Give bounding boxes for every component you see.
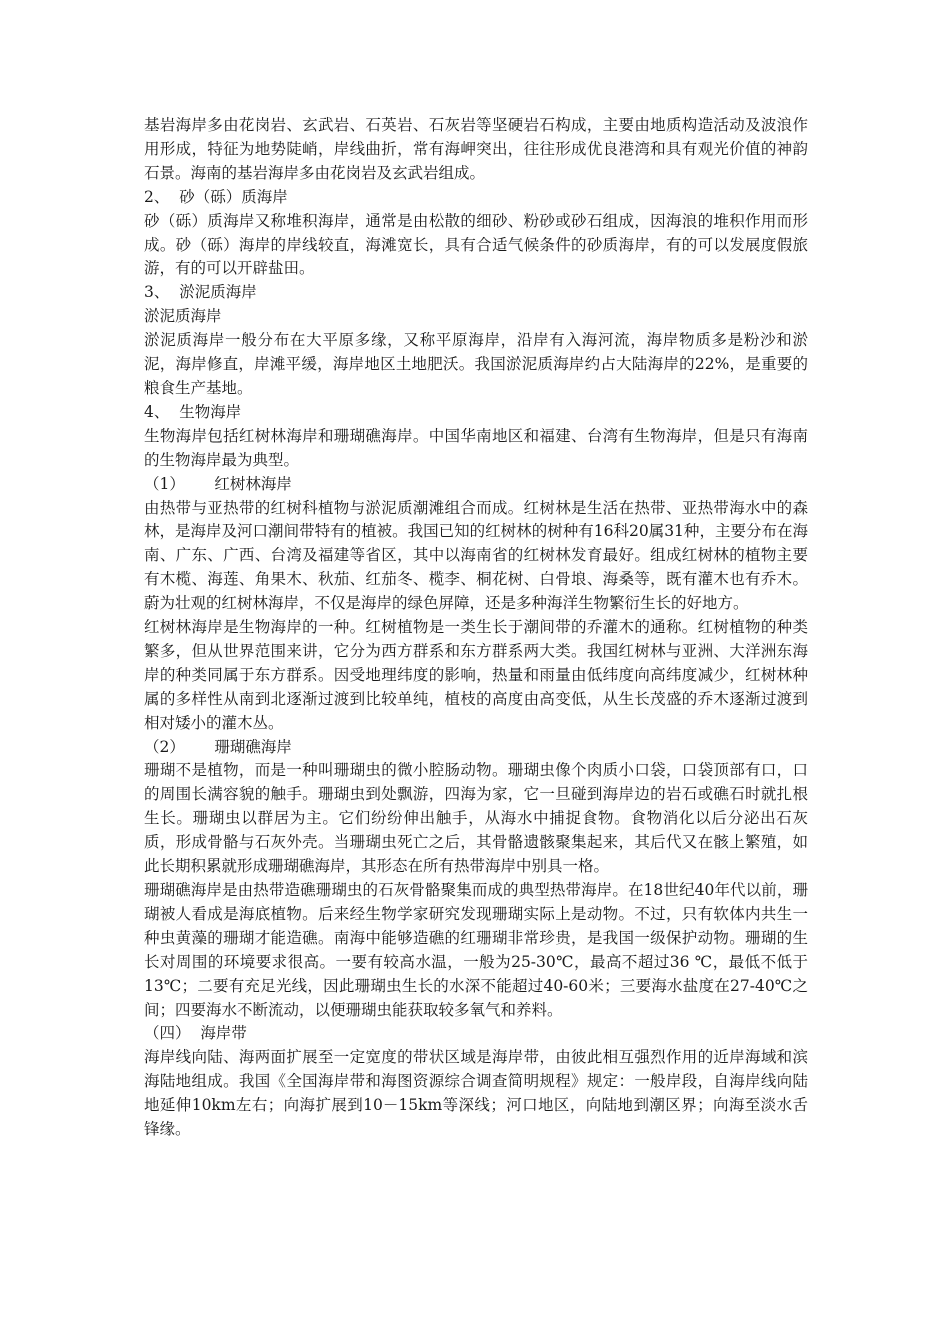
heading-coastal-zone: （四） 海岸带 xyxy=(144,1024,247,1043)
heading-coral-reef-coast: （2） 珊瑚礁海岸 xyxy=(144,737,292,756)
paragraph-sandy-coast: 砂（砾）质海岸又称堆积海岸，通常是由松散的细砂、粉砂或砂石组成，因海浪的堆积作用而形成。砂（砾）海岸的岸线较直，海滩宽长，具有合适气候条件的砂质海岸，有的可以发展度假旅游，有的可以开辟盐田。 xyxy=(144,211,808,278)
paragraph-muddy-coast: 淤泥质海岸一般分布在大平原多缘，又称平原海岸，沿岸有入海河流，海岸物质多是粉沙和淤泥，海岸修直，岸滩平缓，海岸地区土地肥沃。我国淤泥质海岸约占大陆海岸的22%，是重要的粮食生产基地。 xyxy=(144,331,808,397)
heading-muddy-coast: 3、 淤泥质海岸 xyxy=(144,283,257,302)
paragraph-biological-coast: 生物海岸包括红树林海岸和珊瑚礁海岸。中国华南地区和福建、台湾有生物海岸，但是只有海南的生物海岸最为典型。 xyxy=(144,426,808,469)
heading-mangrove-coast: （1） 红树林海岸 xyxy=(144,474,292,493)
paragraph-mangrove-coast-1: 由热带与亚热带的红树科植物与淤泥质潮滩组合而成。红树林是生活在热带、亚热带海水中的森林，是海岸及河口潮间带特有的植被。我国已知的红树林的树种有16科20属31种，主要分布在海南、广东、广西、台湾及福建等省区，其中以海南省的红树林发育最好。组成红树林的植物主要有木榄、海莲、角果木、秋茄、红茄冬、榄李、桐花树、白骨埌、海桑等，既有灌木也有乔木。蔚为壮观的红树林海岸，不仅是海岸的绿色屏障，还是多种海洋生物繁衍生长的好地方。 xyxy=(144,498,808,613)
paragraph-bedrock-coast: 基岩海岸多由花岗岩、玄武岩、石英岩、石灰岩等坚硬岩石构成，主要由地质构造活动及波浪作用形成，特征为地势陡峭，岸线曲折，常有海岬突出，往往形成优良港湾和具有观光价值的神韵石景。海南的基岩海岸多由花岗岩及玄武岩组成。 xyxy=(144,116,808,182)
paragraph-coastal-zone: 海岸线向陆、海两面扩展至一定宽度的带状区域是海岸带，由彼此相互强烈作用的近岸海域和滨海陆地组成。我国《全国海岸带和海图资源综合调查简明规程》规定：一般岸段，自海岸线向陆地延伸10km左右；向海扩展到10－15km等深线；河口地区，向陆地到潮区界；向海至淡水舌锋缘。 xyxy=(144,1048,808,1139)
paragraph-coral-reef-1: 珊瑚不是植物，而是一种叫珊瑚虫的微小腔肠动物。珊瑚虫像个肉质小口袋，口袋顶部有口，口的周围长满容貌的触手。珊瑚虫到处飘游，四海为家，它一旦碰到海岸边的岩石或礁石时就扎根生长。珊瑚虫以群居为主。它们纷纷伸出触手，从海水中捕捉食物。食物消化以后分泌出石灰质，形成骨骼与石灰外壳。当珊瑚虫死亡之后，其骨骼遗骸聚集起来，其后代又在骸上繁殖，如此长期积累就形成珊瑚礁海岸，其形态在所有热带海岸中别具一格。 xyxy=(144,761,808,876)
paragraph-mangrove-coast-2: 红树林海岸是生物海岸的一种。红树植物是一类生长于潮间带的乔灌木的通称。红树植物的种类繁多，但从世界范围来讲，它分为西方群系和东方群系两大类。我国红树林与亚洲、大洋洲东海岸的种类同属于东方群系。因受地理纬度的影响，热量和雨量由低纬度向高纬度减少，红树林种属的多样性从南到北逐渐过渡到比较单纯，植枝的高度由高变低，从生长茂盛的乔木逐渐过渡到相对矮小的灌木丛。 xyxy=(144,618,808,732)
paragraph-coral-reef-2: 珊瑚礁海岸是由热带造礁珊瑚虫的石灰骨骼聚集而成的典型热带海岸。在18世纪40年代以前，珊瑚被人看成是海底植物。后来经生物学家研究发现珊瑚实际上是动物。不过，只有软体内共生一种虫黄藻的珊瑚才能造礁。南海中能够造礁的红珊瑚非常珍贵，是我国一级保护动物。珊瑚的生长对周围的环境要求很高。一要有较高水温，一般为25-30℃，最高不超过36 ℃，最低不低于13℃；二要有充足光线，因此珊瑚虫生长的水深不能超过40-60米；三要海水盐度在27-40℃之间；四要海水不断流动，以便珊瑚虫能获取较多氧气和养料。 xyxy=(144,881,808,1019)
document-body xyxy=(144,114,808,1142)
heading-sandy-coast: 2、 砂（砾）质海岸 xyxy=(144,187,288,206)
heading-biological-coast: 4、 生物海岸 xyxy=(144,402,242,421)
subheading-muddy-coast: 淤泥质海岸 xyxy=(144,307,222,326)
